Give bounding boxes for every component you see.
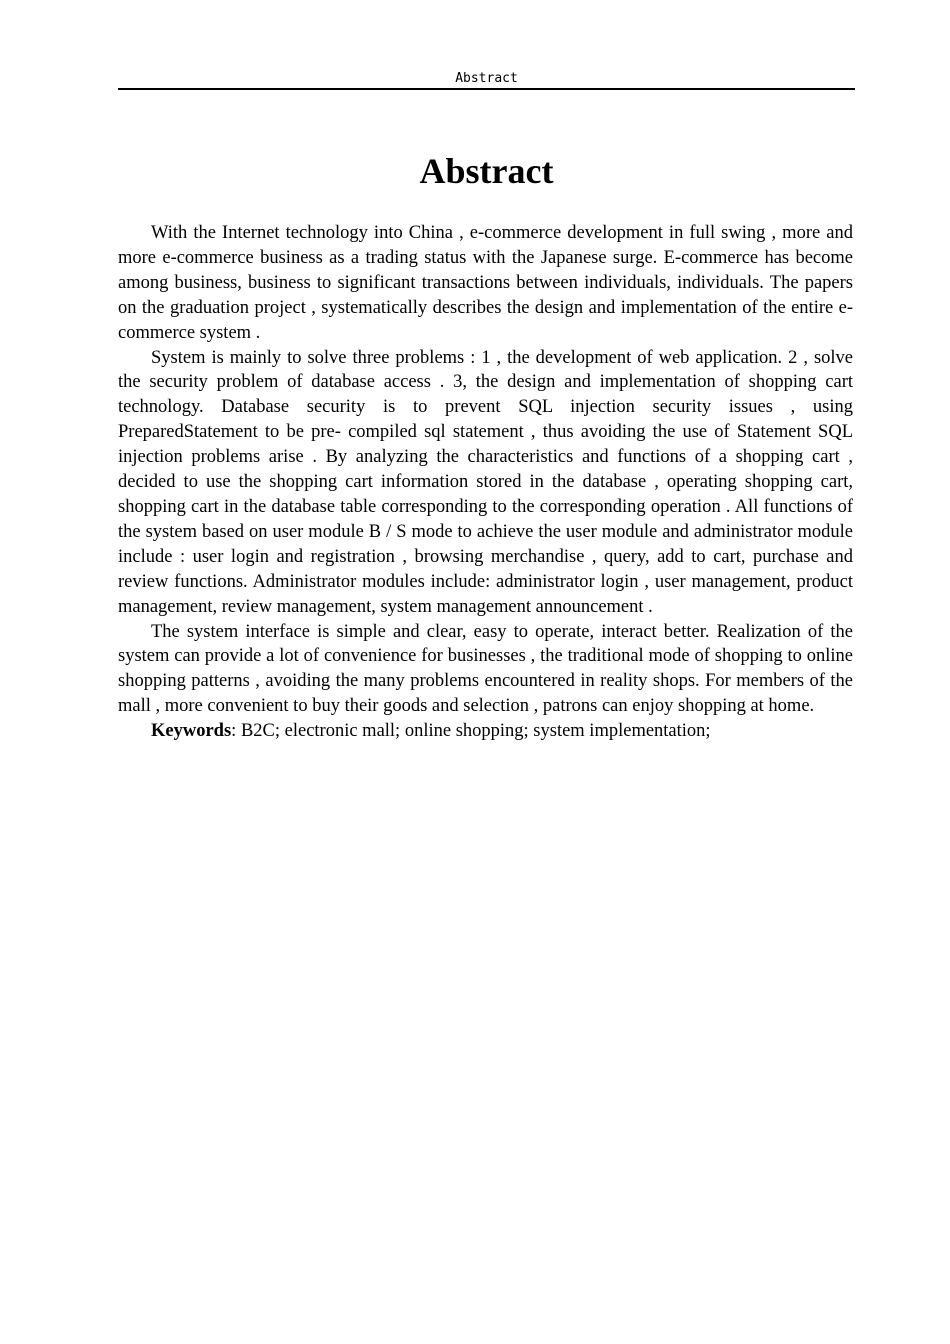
abstract-paragraph-3: The system interface is simple and clear, easy to operate, interact better. Realization of the system can provide a lot of convenience for businesses , the traditional mode of shopping to online shopping patterns , avoiding the many problems encountered in reality shops. For members of the mall , more convenient to buy their goods and selection , patrons can enjoy shopping at home.	[118, 621, 853, 717]
abstract-paragraph-2: System is mainly to solve three problems : 1 , the development of web application. 2 , solve the security problem of database access . 3, the design and implementation of shopping cart technology. Database security is to prevent SQL injection security issues , using PreparedStatement to be pre- compiled sql statement , thus avoiding the use of Statement SQL injection problems arise . By analyzing the characteristics and functions of a shopping cart , decided to use the shopping cart information stored in the database , operating shopping cart, shopping cart in the database table corresponding to the corresponding operation . All functions of the system based on user module B / S mode to achieve the user module and administrator module include : user login and registration , browsing merchandise , query, add to cart, purchase and review functions. Administrator modules include: administrator login , user management, product management, review management, system management announcement .	[118, 347, 853, 617]
keywords-text: B2C; electronic mall; online shopping; system implementation;	[240, 721, 711, 742]
keywords-line	[118, 719, 853, 744]
keywords-label: Keywords	[151, 721, 232, 742]
abstract-body	[118, 221, 853, 744]
page-title: Abstract	[419, 151, 554, 191]
running-header: Abstract	[455, 71, 518, 86]
abstract-paragraph-1: With the Internet technology into China , e-commerce development in full swing , more and more e-commerce business as a trading status with the Japanese surge. E-commerce has become among business, business to significant transactions between individuals, individuals. The papers on the graduation project , systematically describes the design and implementation of the entire e-commerce system .	[118, 223, 853, 343]
keywords-separator: :	[231, 721, 241, 742]
header-rule	[118, 88, 855, 90]
